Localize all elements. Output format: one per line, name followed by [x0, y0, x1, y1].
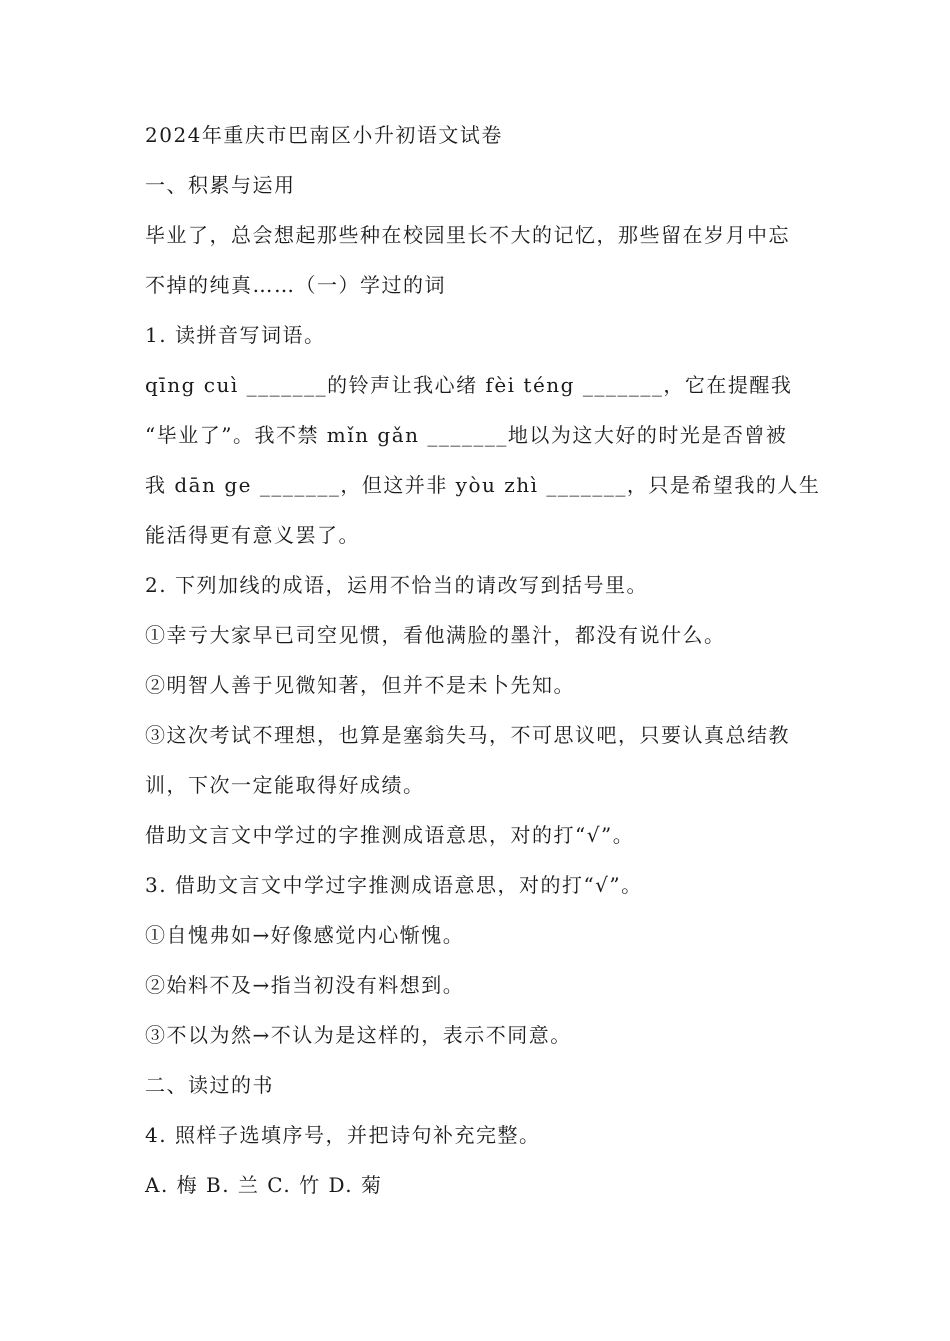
- question-2-item-3-line-1: ③这次考试不理想，也算是塞翁失马，不可思议吧，只要认真总结教: [145, 723, 790, 747]
- question-2-item-2: ②明智人善于见微知著，但并不是未卜先知。: [145, 673, 575, 697]
- question-3-item-3: ③不以为然→不认为是这样的，表示不同意。: [145, 1023, 572, 1047]
- document-body: [145, 116, 825, 1216]
- question-1-prompt: 1. 读拼音写词语。: [145, 323, 326, 347]
- question-1-text-line-1: qīng cuì _______的铃声让我心绪 fèi téng _______，它在提醒我: [145, 373, 793, 397]
- question-1-text-line-2: “毕业了”。我不禁 mǐn gǎn _______地以为这大好的时光是否曾被: [145, 423, 788, 447]
- exam-title: 2024年重庆市巴南区小升初语文试卷: [145, 123, 503, 147]
- section-heading-reading: 二、读过的书: [145, 1073, 274, 1097]
- question-4-options: A. 梅 B. 兰 C. 竹 D. 菊: [145, 1173, 383, 1197]
- question-2-item-3-line-2: 训，下次一定能取得好成绩。: [145, 773, 425, 797]
- section-heading-accumulation: 一、积累与运用: [145, 173, 296, 197]
- instruction-text: 借助文言文中学过的字推测成语意思，对的打“√”。: [145, 823, 635, 847]
- question-3-item-1: ①自愧弗如→好像感觉内心惭愧。: [145, 923, 465, 947]
- question-3-item-2: ②始料不及→指当初没有料想到。: [145, 973, 465, 997]
- intro-paragraph-line-2: 不掉的纯真……（一）学过的词: [145, 273, 446, 297]
- question-2-prompt: 2. 下列加线的成语，运用不恰当的请改写到括号里。: [145, 573, 648, 597]
- question-1-text-line-4: 能活得更有意义罢了。: [145, 523, 360, 547]
- question-4-prompt: 4. 照样子选填序号，并把诗句补充完整。: [145, 1123, 541, 1147]
- question-2-item-1: ①幸亏大家早已司空见惯，看他满脸的墨汁，都没有说什么。: [145, 623, 726, 647]
- question-3-prompt: 3. 借助文言文中学过字推测成语意思，对的打“√”。: [145, 873, 643, 897]
- intro-paragraph-line-1: 毕业了，总会想起那些种在校园里长不大的记忆，那些留在岁月中忘: [145, 223, 790, 247]
- question-1-text-line-3: 我 dān ge _______，但这并非 yòu zhì _______，只是希望我的人生: [145, 473, 821, 497]
